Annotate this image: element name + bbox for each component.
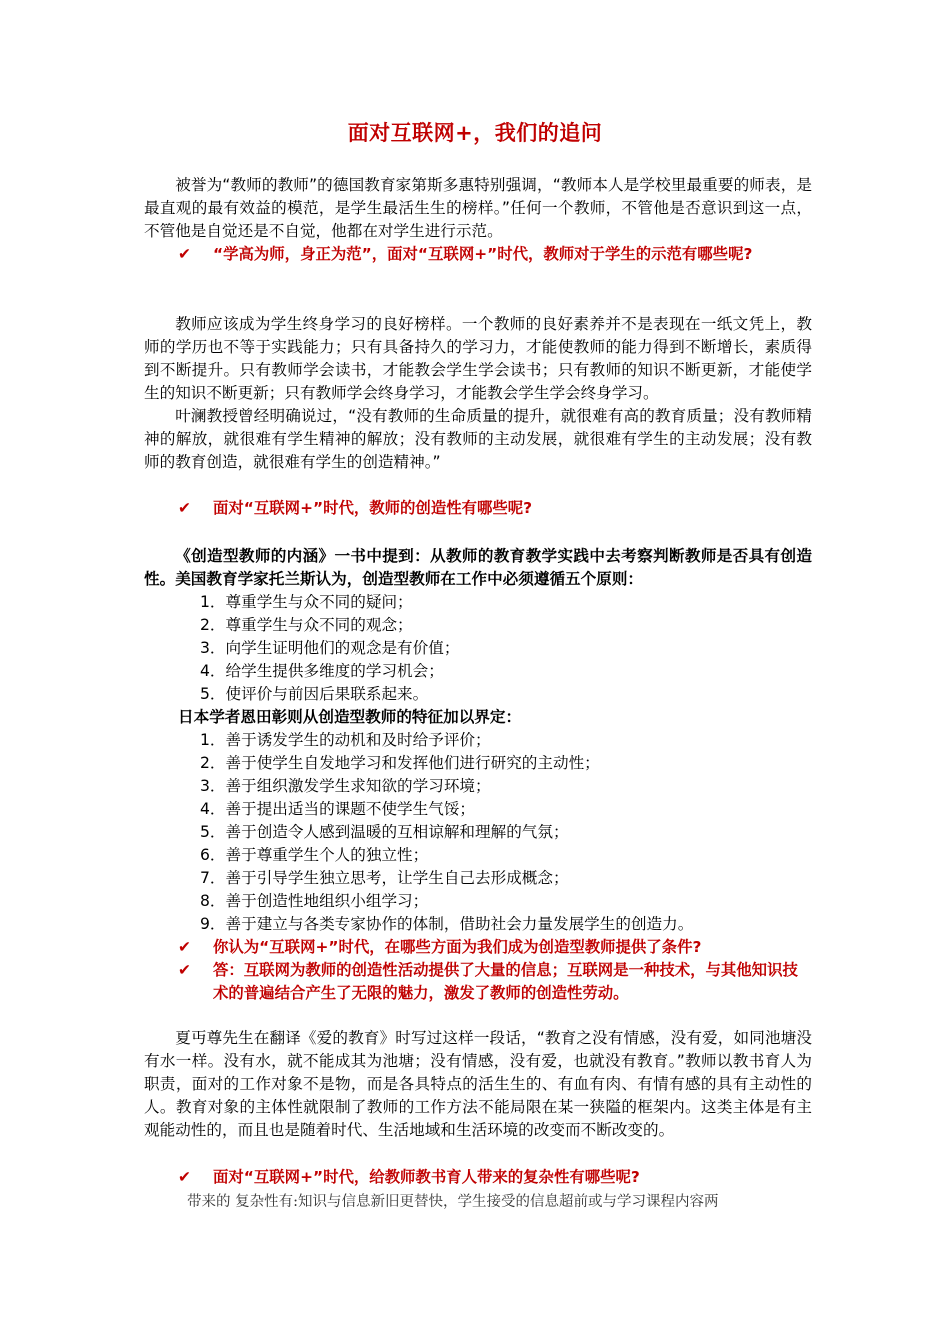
paragraph-1: [144, 174, 812, 243]
paragraph-6: 带来的 复杂性有:知识与信息新旧更替快，学生接受的信息超前或与学习课程内容两: [187, 1194, 719, 1210]
check-icon: ✔: [178, 1168, 191, 1186]
question-4: [178, 1166, 812, 1189]
paragraph-4-text: 《创造型教师的内涵》一书中提到：从教师的教育教学实践中去考察判断教师是否具有创造性。美国教育学家托兰斯认为，创造型教师在工作中必须遵循五个原则：: [144, 547, 812, 588]
list-item: 2．尊重学生与众不同的观念；: [200, 616, 413, 634]
page-title: 面对互联网+，我们的追问: [347, 121, 603, 145]
list-item: 9．善于建立与各类专家协作的体制，借助社会力量发展学生的创造力。: [200, 915, 694, 933]
question-1-text: “学高为师，身正为范”，面对“互联网+”时代，教师对于学生的示范有哪些呢?: [213, 245, 753, 263]
list-item: 3．向学生证明他们的观念是有价值；: [200, 639, 460, 657]
check-icon: ✔: [178, 961, 191, 979]
paragraph-1-text: 被誉为“教师的教师”的德国教育家第斯多惠特别强调，“教师本人是学校里最重要的师表，是最直观的最有效益的模范，是学生最活生生的榜样。”任何一个教师，不管他是否意识到这一点，不管他是自觉还是不自觉，他都在对学生进行示范。: [144, 176, 812, 240]
check-icon: ✔: [178, 938, 191, 956]
onda-traits-list: [200, 729, 820, 936]
list-item: 4．给学生提供多维度的学习机会；: [200, 662, 444, 680]
list-item: 1．善于诱发学生的动机和及时给予评价；: [200, 731, 491, 749]
subheading-onda: 日本学者恩田彰则从创造型教师的特征加以界定：: [178, 708, 522, 726]
question-1: [178, 243, 812, 266]
question-4-text: 面对“互联网+”时代，给教师教书育人带来的复杂性有哪些呢?: [213, 1168, 640, 1186]
list-item: 3．善于组织激发学生求知欲的学习环境；: [200, 777, 491, 795]
list-item: 8．善于创造性地组织小组学习；: [200, 892, 429, 910]
list-item: 4．善于提出适当的课题不使学生气馁；: [200, 800, 476, 818]
question-3: [178, 936, 812, 959]
answer-3-text: 答：互联网为教师的创造性活动提供了大量的信息；互联网是一种技术，与其他知识技术的普遍结合产生了无限的魅力，激发了教师的创造性劳动。: [213, 961, 798, 1002]
paragraph-2: [144, 313, 812, 474]
check-icon: ✔: [178, 499, 191, 517]
list-item: 2．善于使学生自发地学习和发挥他们进行研究的主动性；: [200, 754, 600, 772]
paragraph-5-text: 夏丏尊先生在翻译《爱的教育》时写过这样一段话，“教育之没有情感，没有爱，如同池塘没有水一样。没有水，就不能成其为池塘；没有情感，没有爱，也就没有教育。”教师以教书育人为职责，面对的工作对象不是物，而是各具特点的活生生的、有血有肉、有情有感的具有主动性的人。教育对象的主体性就限制了教师的工作方法不能局限在某一狭隘的框架内。这类主体是有主观能动性的，而且也是随着时代、生活地域和生活环境的改变而不断改变的。: [144, 1029, 812, 1139]
list-item: 5．善于创造令人感到温暖的互相谅解和理解的气氛；: [200, 823, 569, 841]
paragraph-3-text: 叶澜教授曾经明确说过，“没有教师的生命质量的提升，就很难有高的教育质量；没有教师精神的解放，就很难有学生精神的解放；没有教师的主动发展，就很难有学生的主动发展；没有教师的教育创造，就很难有学生的创造精神。”: [144, 407, 812, 471]
question-3-text: 你认为“互联网+”时代，在哪些方面为我们成为创造型教师提供了条件?: [213, 938, 702, 956]
list-item: 6．善于尊重学生个人的独立性；: [200, 846, 429, 864]
list-item: 1．尊重学生与众不同的疑问；: [200, 593, 413, 611]
paragraph-4: [144, 545, 812, 591]
check-icon: ✔: [178, 245, 191, 263]
list-item: 7．善于引导学生独立思考，让学生自己去形成概念；: [200, 869, 569, 887]
question-2-text: 面对“互联网+”时代，教师的创造性有哪些呢?: [213, 499, 533, 517]
paragraph-5: [144, 1027, 812, 1142]
question-2: [178, 497, 812, 520]
answer-3: [178, 959, 812, 1005]
list-item: 5．使评价与前因后果联系起来。: [200, 685, 429, 703]
paragraph-2-text: 教师应该成为学生终身学习的良好榜样。一个教师的良好素养并不是表现在一纸文凭上，教师的学历也不等于实践能力；只有具备持久的学习力，才能使教师的能力得到不断增长，素质得到不断提升。只有教师学会读书，才能教会学生学会读书；只有教师的知识不断更新，才能使学生的知识不断更新；只有教师学会终身学习，才能教会学生学会终身学习。: [144, 315, 812, 402]
torrance-principles-list: [200, 591, 820, 706]
